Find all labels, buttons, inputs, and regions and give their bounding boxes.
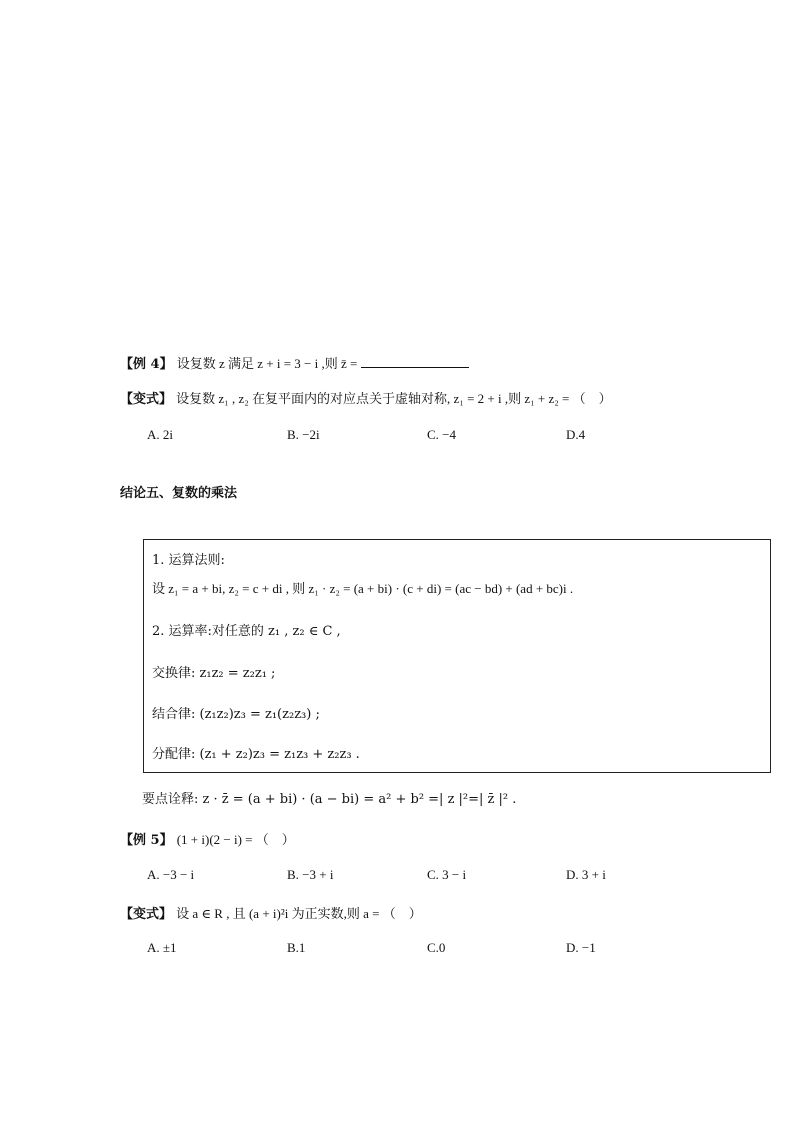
variant-2-option-b: B.1 <box>287 940 306 955</box>
rules-box <box>143 539 771 773</box>
distributive-law: 分配律: (z₁ + z₂)z₃ = z₁z₃ + z₂z₃ . <box>152 747 360 762</box>
associative-law: 结合律: (z₁z₂)z₃ = z₁(z₂z₃) ; <box>152 707 320 722</box>
example-4 <box>120 353 469 372</box>
variant-2-text: 设 a ∈ R , 且 (a + i)²i 为正实数,则 a = （ ） <box>176 906 422 921</box>
rule-title: 1. 运算法则: <box>152 553 225 568</box>
variant-1-option-d: D.4 <box>566 427 586 442</box>
example-5-option-c: C. 3 − i <box>427 867 467 882</box>
answer-blank <box>361 355 469 368</box>
law-title: 2. 运算率:对任意的 z₁ , z₂ ∈ C , <box>152 624 341 639</box>
variant-2-option-d: D. −1 <box>566 940 596 955</box>
example-5-text: (1 + i)(2 − i) = （ ） <box>176 832 295 847</box>
rule-formula: 设 z₁ = a + bi, z₂ = c + di , 则 z₁ · z₂ = (a + bi) · (c + di) = (ac − bd) + (ad + bc)i . <box>152 581 574 596</box>
variant-1 <box>120 388 612 407</box>
key-note: 要点诠释: z · z̄ = (a + bi) · (a − bi) = a² + b² =| z |²=| z̄ |² . <box>142 792 517 807</box>
variant-1-option-c: C. −4 <box>427 427 457 442</box>
variant-2 <box>120 903 422 922</box>
section-title: 结论五、复数的乘法 <box>120 486 238 501</box>
example-4-text: 设复数 z 满足 z + i = 3 − i ,则 z̄ = <box>176 356 358 371</box>
variant-2-label: 【变式】 <box>120 907 173 922</box>
variant-1-text: 设复数 z₁ , z₂ 在复平面内的对应点关于虚轴对称, z₁ = 2 + i ,则 z₁ + z₂ = （ ） <box>176 391 612 406</box>
example-5-label: 【例 5】 <box>120 833 173 848</box>
example-5 <box>120 829 295 848</box>
example-4-label: 【例 4】 <box>120 357 173 372</box>
example-5-option-d: D. 3 + i <box>566 867 606 882</box>
variant-1-option-a: A. 2i <box>147 427 173 442</box>
variant-2-option-c: C.0 <box>427 940 446 955</box>
variant-1-label: 【变式】 <box>120 392 173 407</box>
variant-2-option-a: A. ±1 <box>147 940 177 955</box>
variant-1-option-b: B. −2i <box>287 427 320 442</box>
commutative-law: 交换律: z₁z₂ = z₂z₁ ; <box>152 666 276 681</box>
example-5-option-a: A. −3 − i <box>147 867 195 882</box>
example-5-option-b: B. −3 + i <box>287 867 334 882</box>
